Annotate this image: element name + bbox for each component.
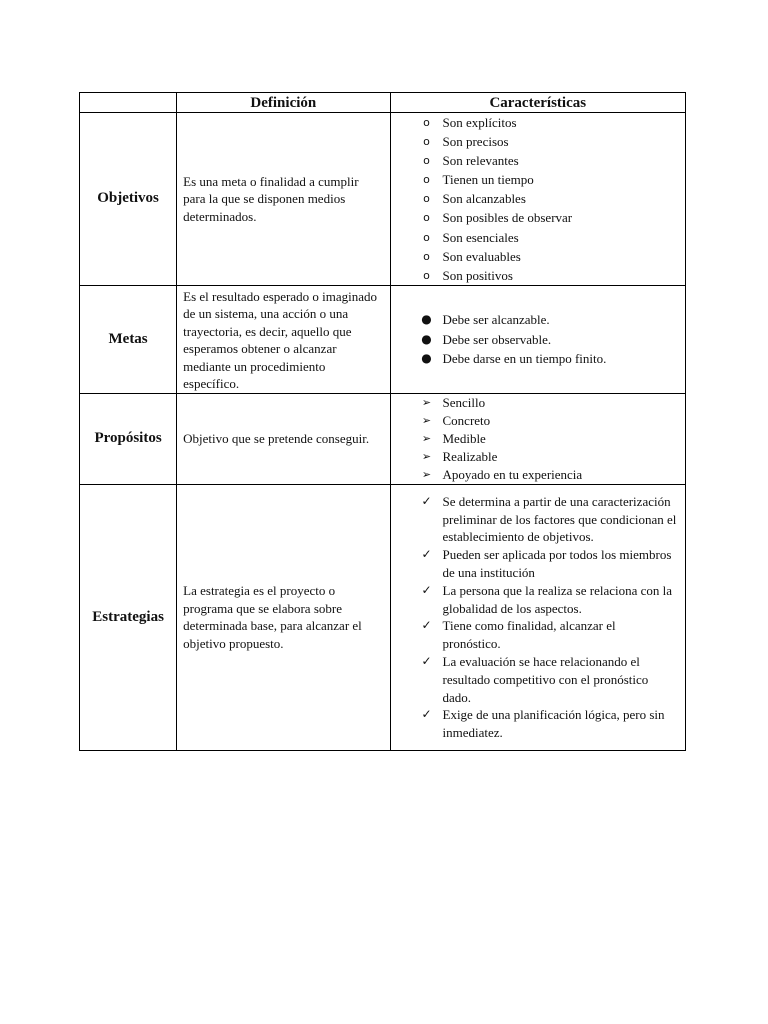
arrow-bullet-icon: ➢ <box>421 395 432 409</box>
characteristics-cell <box>390 113 686 286</box>
concept-label: Objetivos <box>80 113 177 286</box>
check-bullet-icon: ✓ <box>421 493 432 508</box>
definition-cell: Es el resultado esperado o imaginado de un sistema, una acción o una trayectoria, es decir, aquello que esperamos obtener o alcanzar mediante un procedimiento específico. <box>177 285 390 393</box>
concept-label: Propósitos <box>80 393 177 484</box>
table-row-metas <box>80 285 686 393</box>
characteristic-text: Son alcanzables <box>442 191 526 207</box>
characteristic-text: Son evaluables <box>442 248 521 264</box>
characteristic-item <box>391 228 686 247</box>
characteristic-text: Pueden ser aplicada por todos los miembros de una institución <box>442 547 672 580</box>
check-bullet-icon: ✓ <box>421 582 432 597</box>
characteristic-item <box>391 266 686 285</box>
characteristic-text: Son explícitos <box>442 115 517 130</box>
check-bullet-icon: ✓ <box>421 618 432 633</box>
characteristic-item <box>391 349 686 369</box>
arrow-bullet-icon: ➢ <box>421 413 432 427</box>
characteristic-text: Sencillo <box>442 394 486 410</box>
circle-bullet-icon: o <box>423 173 430 187</box>
characteristic-text: Son posibles de observar <box>442 210 573 226</box>
definition-cell: Es una meta o finalidad a cumplir para la que se disponen medios determinados. <box>177 113 390 286</box>
circle-bullet-icon: o <box>423 211 430 225</box>
characteristic-item <box>391 430 686 448</box>
characteristic-item <box>391 113 686 132</box>
circle-bullet-icon: o <box>423 116 430 129</box>
dot-bullet-icon: ● <box>421 331 432 346</box>
arrow-bullet-icon: ➢ <box>421 467 432 481</box>
header-row <box>80 93 686 113</box>
table-row-estrategias <box>80 484 686 750</box>
characteristic-text: La persona que la realiza se relaciona con la globalidad de los aspectos. <box>442 582 673 616</box>
characteristic-item <box>391 706 686 742</box>
arrow-bullet-icon: ➢ <box>421 431 432 445</box>
characteristic-text: Se determina a partir de una caracterización preliminar de los factores que condicionan el establecimiento de objetivos. <box>442 493 677 545</box>
check-bullet-icon: ✓ <box>421 547 432 562</box>
characteristic-item <box>391 493 686 546</box>
characteristics-list <box>391 493 686 742</box>
characteristic-text: Debe ser alcanzable. <box>442 312 550 328</box>
characteristic-item <box>391 189 686 208</box>
characteristic-text: Tiene como finalidad, alcanzar el pronóstico. <box>442 618 616 652</box>
characteristic-item <box>391 394 686 412</box>
characteristic-text: Son positivos <box>442 267 513 283</box>
characteristic-text: Tienen un tiempo <box>442 172 534 188</box>
characteristics-cell <box>390 393 686 484</box>
header-characteristics: Características <box>390 93 686 113</box>
characteristic-text: Son relevantes <box>442 153 519 169</box>
characteristic-item <box>391 330 686 350</box>
definition-cell: La estrategia es el proyecto o programa que se elabora sobre determinada base, para alcanzar el objetivo propuesto. <box>177 484 390 750</box>
characteristic-item <box>391 448 686 466</box>
characteristics-list <box>391 394 686 484</box>
characteristics-cell <box>390 285 686 393</box>
table-row-objetivos <box>80 113 686 286</box>
circle-bullet-icon: o <box>423 135 430 149</box>
concepts-table <box>79 92 686 751</box>
arrow-bullet-icon: ➢ <box>421 449 432 463</box>
characteristic-item <box>391 617 686 653</box>
characteristics-list <box>391 113 686 285</box>
circle-bullet-icon: o <box>423 268 430 282</box>
characteristic-text: Son precisos <box>442 134 509 150</box>
characteristic-text: Concreto <box>442 412 491 428</box>
characteristic-text: Medible <box>442 430 486 446</box>
header-definition: Definición <box>177 93 390 113</box>
characteristic-item <box>391 151 686 170</box>
header-concept <box>80 93 177 113</box>
characteristic-item <box>391 208 686 227</box>
characteristic-text: Apoyado en tu experiencia <box>442 466 583 482</box>
check-bullet-icon: ✓ <box>421 653 432 668</box>
characteristics-list <box>391 310 686 369</box>
characteristic-item <box>391 170 686 189</box>
concept-label: Metas <box>80 285 177 393</box>
circle-bullet-icon: o <box>423 249 430 263</box>
characteristic-text: Son esenciales <box>442 229 519 245</box>
concept-label: Estrategias <box>80 484 177 750</box>
circle-bullet-icon: o <box>423 230 430 244</box>
characteristic-item <box>391 412 686 430</box>
characteristics-cell <box>390 484 686 750</box>
characteristic-item <box>391 653 686 706</box>
dot-bullet-icon: ● <box>421 351 432 366</box>
characteristic-item <box>391 582 686 618</box>
characteristic-item <box>391 546 686 582</box>
characteristic-text: Debe darse en un tiempo finito. <box>442 351 607 367</box>
circle-bullet-icon: o <box>423 154 430 168</box>
characteristic-item <box>391 310 686 330</box>
characteristic-text: La evaluación se hace relacionando el resultado competitivo con el pronóstico dado. <box>442 653 649 705</box>
characteristic-item <box>391 466 686 484</box>
circle-bullet-icon: o <box>423 192 430 206</box>
characteristic-text: Debe ser observable. <box>442 331 552 347</box>
table-row-propositos <box>80 393 686 484</box>
dot-bullet-icon: ● <box>421 312 432 327</box>
characteristic-item <box>391 247 686 266</box>
characteristic-text: Realizable <box>442 448 498 464</box>
definition-cell: Objetivo que se pretende conseguir. <box>177 393 390 484</box>
check-bullet-icon: ✓ <box>421 707 432 722</box>
characteristic-text: Exige de una planificación lógica, pero sin inmediatez. <box>442 707 665 741</box>
characteristic-item <box>391 132 686 151</box>
